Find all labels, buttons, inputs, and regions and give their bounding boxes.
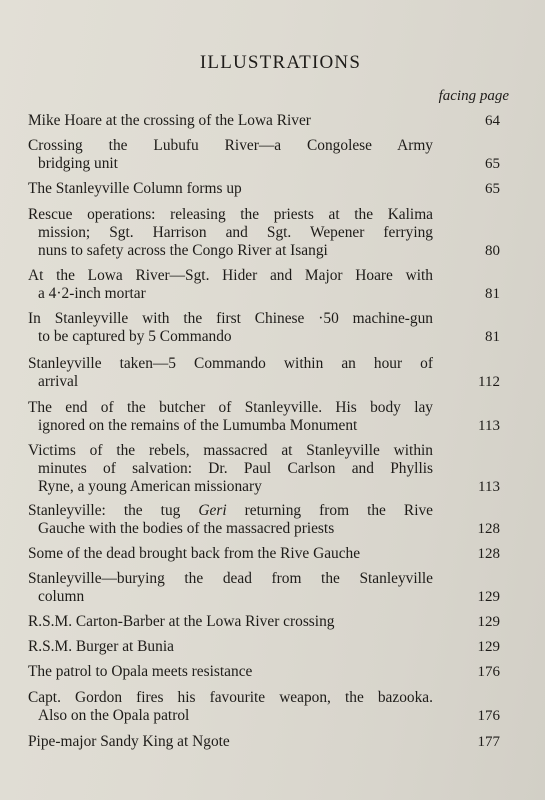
entry-caption-line: Some of the dead brought back from the Rive Gauche	[28, 545, 361, 562]
entry-caption-line: Crossing the Lubufu River—a Congolese Army	[28, 137, 433, 154]
entry-caption-line: Gauche with the bodies of the massacred priests	[38, 520, 335, 537]
entry-page-number: 80	[485, 243, 500, 259]
entry-page-number: 113	[478, 479, 500, 495]
entry-caption-line: minutes of salvation: Dr. Paul Carlson and Phyllis	[38, 460, 433, 477]
entry-page-number: 81	[485, 329, 500, 345]
entry-caption-line: nuns to safety across the Congo River at Isangi	[38, 242, 328, 259]
entry-caption-line: ignored on the remains of the Lumumba Monument	[38, 417, 358, 434]
entry-caption-line: Pipe-major Sandy King at Ngote	[28, 733, 230, 750]
entry-caption-line: In Stanleyville with the first Chinese ·50 machine-gun	[28, 310, 433, 327]
entry-caption-line: At the Lowa River—Sgt. Hider and Major Hoare with	[28, 267, 433, 284]
entry-caption-line: Rescue operations: releasing the priests at the Kalima	[28, 206, 433, 223]
entry-caption-line: R.S.M. Carton-Barber at the Lowa River crossing	[28, 613, 335, 630]
entry-caption-line: Stanleyville taken—5 Commando within an hour of	[28, 355, 433, 372]
facing-page-label: facing page	[438, 88, 509, 104]
entry-caption	[28, 206, 433, 260]
entry-page-number: 128	[477, 546, 500, 562]
entry-caption-line: to be captured by 5 Commando	[38, 328, 232, 345]
entry-caption-line: The patrol to Opala meets resistance	[28, 663, 253, 680]
entry-page-number: 64	[485, 113, 500, 129]
entry-caption-line: Also on the Opala patrol	[38, 707, 190, 724]
entry-caption	[28, 137, 433, 173]
entry-caption-line: Ryne, a young American missionary	[38, 478, 262, 495]
page-title: ILLUSTRATIONS	[199, 52, 362, 73]
entry-caption-line: Capt. Gordon fires his favourite weapon, the bazooka.	[28, 689, 433, 706]
entry-page-number: 129	[477, 639, 500, 655]
entry-page-number: 176	[477, 708, 500, 724]
entry-caption-line: Stanleyville: the tug Geri returning from the Rive	[28, 502, 434, 519]
entry-page-number: 176	[477, 664, 500, 680]
entry-page-number: 81	[485, 286, 500, 302]
entry-caption-line: R.S.M. Burger at Bunia	[28, 638, 174, 655]
entry-page-number: 128	[477, 521, 500, 537]
entry-caption-line: column	[38, 588, 85, 605]
entry-caption	[28, 180, 433, 198]
entry-caption	[28, 355, 433, 391]
entry-caption-line: Victims of the rebels, massacred at Stanleyville within	[28, 442, 433, 459]
entry-caption	[28, 638, 433, 656]
entry-page-number: 65	[485, 156, 500, 172]
entry-page-number: 129	[477, 589, 500, 605]
entry-caption	[28, 267, 433, 303]
entry-caption	[28, 310, 433, 346]
entry-page-number: 113	[478, 418, 500, 434]
entry-page-number: 112	[478, 374, 500, 390]
entry-caption-line: bridging unit	[38, 155, 118, 172]
entry-caption	[28, 613, 433, 631]
entry-caption	[28, 502, 433, 538]
entry-caption	[28, 733, 433, 751]
entry-caption-line: The end of the butcher of Stanleyville. His body lay	[28, 399, 433, 416]
entry-page-number: 177	[477, 734, 500, 750]
entry-caption	[28, 570, 433, 606]
entry-caption	[28, 663, 433, 681]
entry-caption	[28, 689, 433, 725]
entry-caption	[28, 399, 433, 435]
entry-caption-line: mission; Sgt. Harrison and Sgt. Wepener ferrying	[38, 224, 433, 241]
entry-caption-line: Stanleyville—burying the dead from the Stanleyville	[28, 570, 433, 587]
entry-caption-line: a 4·2-inch mortar	[38, 285, 146, 302]
entry-caption-line: arrival	[38, 373, 79, 390]
entry-caption	[28, 112, 433, 130]
entry-caption-line: Mike Hoare at the crossing of the Lowa River	[28, 112, 311, 129]
entry-caption	[28, 545, 433, 563]
entry-page-number: 129	[477, 614, 500, 630]
entry-page-number: 65	[485, 181, 500, 197]
entry-caption	[28, 442, 433, 496]
entry-caption-line: The Stanleyville Column forms up	[28, 180, 242, 197]
